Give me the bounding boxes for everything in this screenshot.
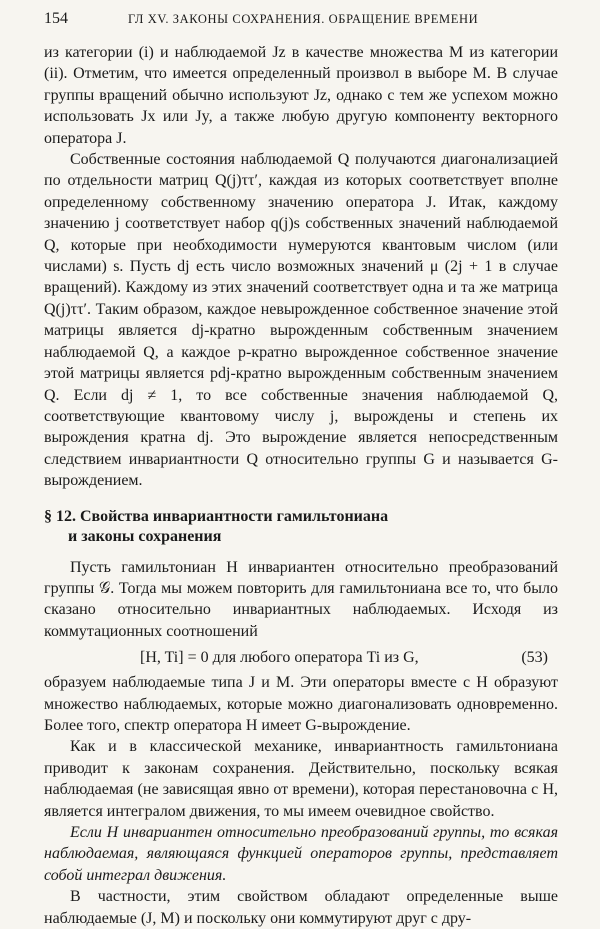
paragraph-2: Собственные состояния наблюдаемой Q получаются диагонализацией по отдельности матриц Q(j)ττ′, каждая из которых соответствует вполне определенному собственному значению оператора J. Итак, каждому значению j соответствует набор q(j)s собственных значений наблюдаемой Q, которые при необходимости нумеруются квантовым числом (или числами) s. Пусть dj есть число возможных значений μ (2j + 1 в случае вращений). Каждому из этих значений соответствует одна и та же матрица Q(j)ττ′. Таким образом, каждое невырожденное собственное значение этой матрицы является dj-кратно вырожденным собственным значением наблюдаемой Q, а каждое p-кратно вырожденное собственное значение этой матрицы является pdj-кратно вырожденным собственным значением Q. Если dj ≠ 1, то все собственные значения наблюдаемой Q, соответствующие квантовому числу j, вырождены и степень их вырождения кратна dj. Это вырождение является непосредственным следствием инвариантности Q относительно группы G и называется G-вырождением. xyxy=(44,151,558,490)
equation-text: [H, Ti] = 0 для любого оператора Ti из G, xyxy=(140,649,419,667)
section-title-line2: и законы сохранения xyxy=(68,527,222,545)
section-title-line1: Свойства инвариантности гамильтониана xyxy=(80,507,389,525)
paragraph-5: Как и в классической механике, инвариантность гамильтониана приводит к законам сохранения. Действительно, поскольку всякая наблюдаемая (не зависящая явно от времени), которая перестановочна с H, является интегралом движения, то мы имеем очевидное свойство. xyxy=(44,738,558,820)
section-heading xyxy=(44,507,558,547)
paragraph-3: Пусть гамильтониан H инвариантен относительно преобразований группы 𝒢. Тогда мы можем повторить для гамильтониана все то, что было сказано относительно инвариантных наблюдаемых. Исходя из коммутационных соотношений xyxy=(44,558,558,640)
paragraph-1: из категории (i) и наблюдаемой Jz в качестве множества M из категории (ii). Отметим, что имеется определенный произвол в выборе M. В случае группы вращений обычно используют Jz, однако с тем же успехом можно использовать Jx или Jy, а также любую другую компоненту векторного оператора J. xyxy=(44,44,558,147)
running-title: ГЛ XV. ЗАКОНЫ СОХРАНЕНИЯ. ОБРАЩЕНИЕ ВРЕМЕНИ xyxy=(128,12,479,26)
equation-53 xyxy=(44,646,558,670)
page-number: 154 xyxy=(44,10,68,27)
theorem-statement: Если H инвариантен относительно преобразований группы, то всякая наблюдаемая, являющаяся функцией операторов группы, представляет собой интеграл движения. xyxy=(44,824,558,884)
section-number: § 12. xyxy=(44,507,76,525)
paragraph-4: образуем наблюдаемые типа J и M. Эти операторы вместе с H образуют множество наблюдаемых, которые можно диагонализовать одновременно. Более того, спектр оператора H имеет G-вырождение. xyxy=(44,674,558,734)
page-body xyxy=(44,42,558,929)
paragraph-7: В частности, этим свойством обладают определенные выше наблюдаемые (J, M) и поскольку они коммутируют друг с дру- xyxy=(44,888,558,927)
page-header xyxy=(44,10,556,32)
equation-number: (53) xyxy=(521,649,548,667)
